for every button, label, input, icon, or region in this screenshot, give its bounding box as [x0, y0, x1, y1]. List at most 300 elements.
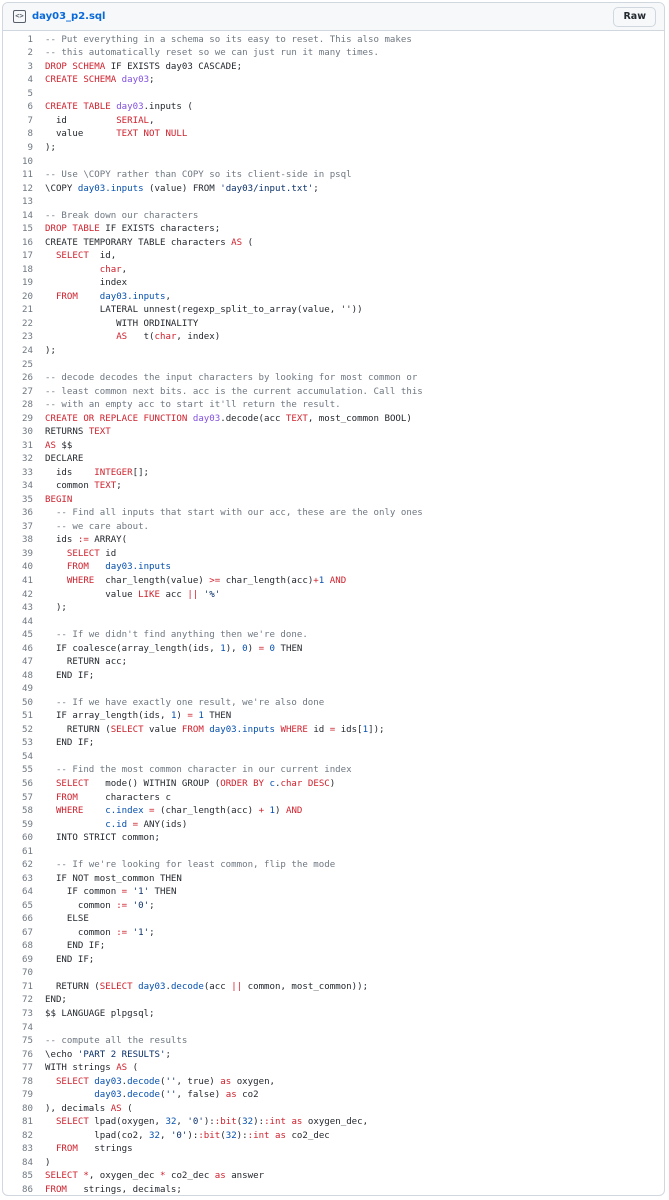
line-number[interactable]: 5 [27, 88, 33, 99]
line-number[interactable]: 37 [22, 521, 33, 532]
code-line [3, 168, 664, 182]
line-number[interactable]: 59 [22, 819, 33, 830]
line-content [33, 995, 67, 1005]
line-content [33, 671, 94, 681]
line-number[interactable]: 49 [22, 684, 33, 695]
code-token: day03.inputs [209, 724, 275, 735]
line-number[interactable]: 73 [22, 1009, 33, 1020]
code-line [3, 655, 664, 669]
line-content [33, 1171, 264, 1181]
code-token: common [45, 927, 117, 938]
line-number[interactable]: 61 [22, 846, 33, 857]
code-token: ); [45, 143, 56, 154]
line-number[interactable]: 46 [22, 643, 33, 654]
code-token: , [121, 264, 128, 275]
code-token: RETURNS [45, 427, 89, 438]
code-token [78, 292, 100, 302]
line-number[interactable]: 54 [22, 751, 33, 762]
code-line [3, 114, 664, 128]
code-line [3, 236, 664, 250]
line-content [33, 251, 116, 261]
code-file-icon: <> [13, 10, 26, 23]
code-line [3, 60, 664, 74]
code-token: index [45, 278, 128, 289]
line-content [33, 941, 105, 951]
raw-button[interactable]: Raw [613, 7, 656, 27]
line-number[interactable]: 81 [22, 1117, 33, 1128]
code-token: AS [116, 332, 128, 343]
code-token [45, 630, 56, 640]
code-token [45, 562, 67, 572]
code-token: ), decimals [45, 1103, 111, 1114]
code-line [3, 1102, 664, 1116]
line-number[interactable]: 19 [22, 278, 33, 289]
line-number[interactable]: 24 [22, 345, 33, 356]
code-token: WHERE [280, 724, 308, 735]
line-content [33, 590, 220, 600]
line-content [33, 1158, 50, 1168]
line-number[interactable]: 64 [22, 887, 33, 898]
line-number[interactable]: 35 [22, 494, 33, 505]
code-token: -- Use \COPY rather than COPY so its client-side in psql [45, 170, 352, 181]
code-token: (acc [203, 981, 232, 992]
line-number[interactable]: 82 [22, 1130, 33, 1141]
line-number[interactable]: 44 [22, 616, 33, 627]
code-token: = [187, 711, 193, 722]
code-token: .decode(acc [220, 413, 286, 424]
code-token: END; [45, 995, 67, 1006]
line-number[interactable]: 29 [22, 413, 33, 424]
code-token: 1 [170, 711, 177, 722]
code-line [3, 804, 664, 818]
line-number[interactable]: 6 [27, 102, 33, 113]
line-content [33, 116, 155, 126]
code-token [45, 698, 56, 708]
line-number[interactable]: 52 [22, 724, 33, 735]
code-token: WHERE [66, 576, 95, 587]
file-name-link[interactable]: day03_p2.sql [32, 11, 106, 22]
line-number[interactable]: 10 [22, 156, 33, 167]
line-number[interactable]: 76 [22, 1049, 33, 1060]
code-token: char_length(acc) [220, 576, 314, 587]
line-content [33, 549, 116, 559]
line-number[interactable]: 74 [22, 1022, 33, 1033]
code-line [3, 710, 664, 724]
line-number[interactable]: 9 [27, 143, 33, 154]
line-content [33, 833, 160, 843]
line-number[interactable]: 38 [22, 535, 33, 546]
code-line [3, 628, 664, 642]
code-token: -- Find all inputs that start with our acc, these are the only ones [55, 508, 423, 519]
code-token: ): [253, 1117, 265, 1128]
code-token: day03 [192, 413, 221, 424]
line-content [33, 441, 72, 451]
code-token: WITH ORDINALITY [45, 318, 199, 329]
line-number[interactable]: 11 [22, 170, 33, 181]
code-token: ANY(ids) [138, 819, 188, 830]
code-token [45, 292, 56, 302]
line-content [33, 319, 198, 329]
line-content [33, 1144, 133, 1154]
code-token: FROM [66, 562, 89, 573]
line-number[interactable]: 48 [22, 670, 33, 681]
code-token: ids[ [335, 724, 363, 735]
line-number[interactable]: 18 [22, 264, 33, 275]
line-number[interactable]: 50 [22, 697, 33, 708]
code-token: ) [247, 643, 259, 654]
line-number[interactable]: 40 [22, 562, 33, 573]
code-token: as [214, 1171, 226, 1182]
code-token: AND [285, 806, 303, 817]
code-token: 1 [269, 806, 276, 817]
code-token: day03.inputs [99, 291, 166, 302]
code-token: FROM [55, 792, 78, 803]
line-content [33, 305, 368, 315]
line-number[interactable]: 39 [22, 548, 33, 559]
line-content [33, 603, 67, 613]
code-token: co2_dec [165, 1171, 215, 1182]
line-content [33, 576, 346, 586]
code-token: SELECT [55, 1076, 89, 1087]
code-token: END IF; [45, 954, 95, 965]
code-token: ; [313, 183, 319, 194]
code-line [3, 520, 664, 534]
code-line [3, 831, 664, 845]
line-content [33, 508, 423, 518]
line-content [33, 1185, 182, 1195]
code-token: . [121, 1090, 128, 1101]
code-line [3, 534, 664, 548]
line-number[interactable]: 34 [22, 481, 33, 492]
line-number[interactable]: 36 [22, 508, 33, 519]
code-line [3, 1061, 664, 1075]
code-line [3, 33, 664, 47]
line-number[interactable]: 17 [22, 251, 33, 262]
code-token: common, most_common)); [242, 981, 369, 992]
line-number[interactable]: 56 [22, 778, 33, 789]
code-token: lpad(oxygen, [88, 1117, 166, 1128]
line-number[interactable]: 23 [22, 332, 33, 343]
code-token: ( [121, 1103, 133, 1114]
line-content [33, 562, 171, 572]
line-number[interactable]: 14 [22, 210, 33, 221]
code-token: value [45, 129, 117, 140]
code-token: DROP TABLE [45, 224, 100, 235]
line-number[interactable]: 20 [22, 291, 33, 302]
code-line [3, 1183, 664, 1196]
code-token: CREATE OR REPLACE FUNCTION [45, 413, 188, 424]
code-token: TEXT NOT NULL [116, 129, 188, 140]
line-number[interactable]: 43 [22, 603, 33, 614]
line-number[interactable]: 62 [22, 860, 33, 871]
code-token: * [83, 1171, 89, 1182]
code-token: '0' [132, 900, 150, 911]
line-number[interactable]: 45 [22, 630, 33, 641]
code-line [3, 764, 664, 778]
code-token: ) [45, 1157, 51, 1168]
code-line [3, 737, 664, 751]
code-token: -- If we have exactly one result, we're also done [55, 697, 325, 708]
code-token: SELECT [55, 778, 89, 789]
code-token: :int [264, 1117, 286, 1128]
code-token: SELECT [45, 1171, 78, 1182]
code-token: || [231, 981, 243, 992]
code-token: SELECT [55, 1117, 89, 1128]
code-token: ( [242, 237, 254, 248]
line-number[interactable]: 16 [22, 237, 33, 248]
line-number[interactable]: 71 [22, 981, 33, 992]
line-number[interactable]: 66 [22, 914, 33, 925]
code-token: DECLARE [45, 454, 84, 465]
line-content [33, 1009, 155, 1019]
line-number[interactable]: 2 [27, 48, 33, 59]
code-token: char [154, 332, 177, 343]
code-token: day03 [94, 1076, 122, 1087]
code-line [3, 696, 664, 710]
code-line [3, 615, 664, 629]
line-content [33, 468, 149, 478]
line-number[interactable]: 85 [22, 1171, 33, 1182]
line-content [33, 400, 341, 410]
line-number[interactable]: 69 [22, 954, 33, 965]
code-token [45, 793, 56, 803]
code-line [3, 493, 664, 507]
code-line [3, 331, 664, 345]
line-content [33, 1036, 187, 1046]
line-number[interactable]: 79 [22, 1090, 33, 1101]
line-number[interactable]: 80 [22, 1103, 33, 1114]
line-number[interactable]: 55 [22, 765, 33, 776]
code-token: -- decode decodes the input characters by looking for most common or [45, 373, 418, 384]
code-token: decode [170, 981, 204, 992]
code-token: 0 [269, 643, 276, 654]
line-content [33, 914, 89, 924]
code-token: char_length(value) [94, 576, 210, 587]
line-number[interactable]: 58 [22, 806, 33, 817]
code-token: ( [127, 1063, 139, 1074]
line-number[interactable]: 53 [22, 738, 33, 749]
code-token: char [99, 264, 122, 275]
code-token: c.id [105, 819, 128, 830]
code-line [3, 358, 664, 372]
code-token [45, 576, 67, 586]
line-number[interactable]: 70 [22, 968, 33, 979]
line-content [33, 1104, 133, 1114]
code-token [45, 860, 56, 870]
line-content [33, 495, 72, 505]
code-token: day03 [116, 102, 144, 113]
code-token: LIKE [138, 589, 160, 600]
line-number[interactable]: 51 [22, 711, 33, 722]
line-content [33, 129, 187, 139]
line-content [33, 982, 368, 992]
code-token: day03.inputs [105, 562, 171, 573]
code-token: IF common [45, 887, 122, 898]
line-number[interactable]: 12 [22, 183, 33, 194]
code-token: as [291, 1117, 303, 1128]
code-token: -- compute all the results [45, 1036, 188, 1047]
line-content [33, 224, 220, 234]
line-number[interactable]: 77 [22, 1063, 33, 1074]
code-token: $$ LANGUAGE plpgsql; [45, 1009, 155, 1020]
code-token: ; [149, 900, 155, 911]
code-token: THEN [275, 643, 303, 654]
code-token: 32 [149, 1130, 160, 1141]
line-number[interactable]: 7 [27, 115, 33, 126]
code-token: :bit [198, 1130, 221, 1141]
code-token: decode [127, 1076, 161, 1087]
code-token: = [149, 806, 155, 817]
code-token: , [149, 115, 155, 126]
line-number[interactable]: 33 [22, 467, 33, 478]
code-line [3, 1021, 664, 1035]
code-token [45, 1144, 56, 1154]
code-token [45, 806, 56, 816]
line-number[interactable]: 67 [22, 927, 33, 938]
line-content [33, 1063, 138, 1073]
code-token: DESC [307, 778, 330, 789]
code-line [3, 128, 664, 142]
code-token: >= [209, 576, 221, 587]
line-content [33, 1117, 368, 1127]
line-number[interactable]: 15 [22, 224, 33, 235]
line-number[interactable]: 41 [22, 576, 33, 587]
code-token: 'PART 2 RESULTS' [77, 1049, 166, 1060]
code-token: CREATE TEMPORARY TABLE characters [45, 237, 232, 248]
code-token: day03 [138, 981, 166, 992]
code-line [3, 371, 664, 385]
code-line [3, 561, 664, 575]
code-token: * [160, 1171, 166, 1182]
line-number[interactable]: 83 [22, 1144, 33, 1155]
code-token: (value) FROM [143, 183, 221, 194]
code-token: AND [329, 576, 347, 587]
line-number[interactable]: 63 [22, 873, 33, 884]
line-number[interactable]: 86 [22, 1184, 33, 1195]
line-content [33, 48, 379, 58]
line-content [33, 346, 56, 356]
line-content [33, 414, 412, 424]
code-line [3, 994, 664, 1008]
line-number[interactable]: 42 [22, 589, 33, 600]
line-number[interactable]: 21 [22, 305, 33, 316]
code-token: ): [236, 1130, 248, 1141]
line-number[interactable]: 65 [22, 900, 33, 911]
code-token: = [121, 887, 128, 898]
code-line [3, 412, 664, 426]
code-line [3, 250, 664, 264]
code-line [3, 1048, 664, 1062]
code-token: + [313, 576, 319, 587]
code-token: SELECT [55, 251, 89, 262]
code-token: THEN [149, 887, 177, 898]
code-token: := [77, 535, 89, 546]
line-content [33, 292, 171, 302]
code-line [3, 1034, 664, 1048]
line-number[interactable]: 27 [22, 386, 33, 397]
code-token: 32 [165, 1117, 177, 1128]
code-line [3, 47, 664, 61]
line-number[interactable]: 32 [22, 454, 33, 465]
line-number[interactable]: 75 [22, 1036, 33, 1047]
code-token: day03.inputs [77, 183, 144, 194]
line-number[interactable]: 60 [22, 833, 33, 844]
code-token: BEGIN [45, 494, 73, 505]
code-token: , [165, 291, 171, 302]
line-content [33, 522, 149, 532]
line-number[interactable]: 13 [22, 197, 33, 208]
code-token: c.index [105, 806, 144, 817]
line-content [33, 901, 155, 911]
line-content [33, 765, 352, 775]
line-content [33, 928, 155, 938]
code-line [3, 222, 664, 236]
code-token: oxygen_dec, [302, 1117, 369, 1128]
code-line [3, 304, 664, 318]
code-line [3, 155, 664, 169]
code-token: as [220, 1076, 232, 1087]
code-line [3, 845, 664, 859]
line-number[interactable]: 3 [27, 61, 33, 72]
line-number[interactable]: 8 [27, 129, 33, 140]
code-token: RETURN acc; [45, 657, 128, 668]
line-number[interactable]: 68 [22, 941, 33, 952]
line-content [33, 725, 385, 735]
line-number[interactable]: 31 [22, 440, 33, 451]
line-number[interactable]: 22 [22, 318, 33, 329]
code-token: . [275, 778, 281, 789]
code-line [3, 872, 664, 886]
code-token: ids [45, 535, 78, 546]
code-line [3, 480, 664, 494]
line-number[interactable]: 78 [22, 1076, 33, 1087]
code-token: TEXT [88, 427, 111, 438]
code-token: \COPY [45, 183, 78, 194]
code-token [45, 549, 67, 559]
code-token: '%' [203, 589, 221, 600]
line-number[interactable]: 4 [27, 75, 33, 86]
code-token: common [45, 900, 117, 911]
line-number[interactable]: 26 [22, 373, 33, 384]
code-token: AS [116, 1063, 128, 1074]
code-token [45, 508, 56, 518]
code-line [3, 1156, 664, 1170]
line-number[interactable]: 30 [22, 427, 33, 438]
code-line [3, 1170, 664, 1184]
line-number[interactable]: 47 [22, 657, 33, 668]
code-token: co2 [236, 1090, 259, 1101]
code-line [3, 723, 664, 737]
code-token: mode() WITHIN GROUP ( [88, 778, 221, 789]
code-token: []; [132, 467, 150, 478]
line-number[interactable]: 1 [27, 34, 33, 45]
code-token: char [280, 778, 303, 789]
code-token: IF coalesce(array_length(ids, [45, 643, 221, 654]
line-number[interactable]: 84 [22, 1157, 33, 1168]
code-token [45, 332, 116, 342]
line-number[interactable]: 28 [22, 400, 33, 411]
line-number[interactable]: 25 [22, 359, 33, 370]
line-number[interactable]: 72 [22, 995, 33, 1006]
line-number[interactable]: 57 [22, 792, 33, 803]
code-token: := [116, 900, 128, 911]
code-token [45, 1090, 94, 1100]
code-token: FROM [55, 291, 78, 302]
code-token: TEXT [94, 481, 117, 492]
file-header [3, 3, 664, 31]
code-token: characters c [77, 792, 171, 803]
code-token: || [187, 589, 199, 600]
